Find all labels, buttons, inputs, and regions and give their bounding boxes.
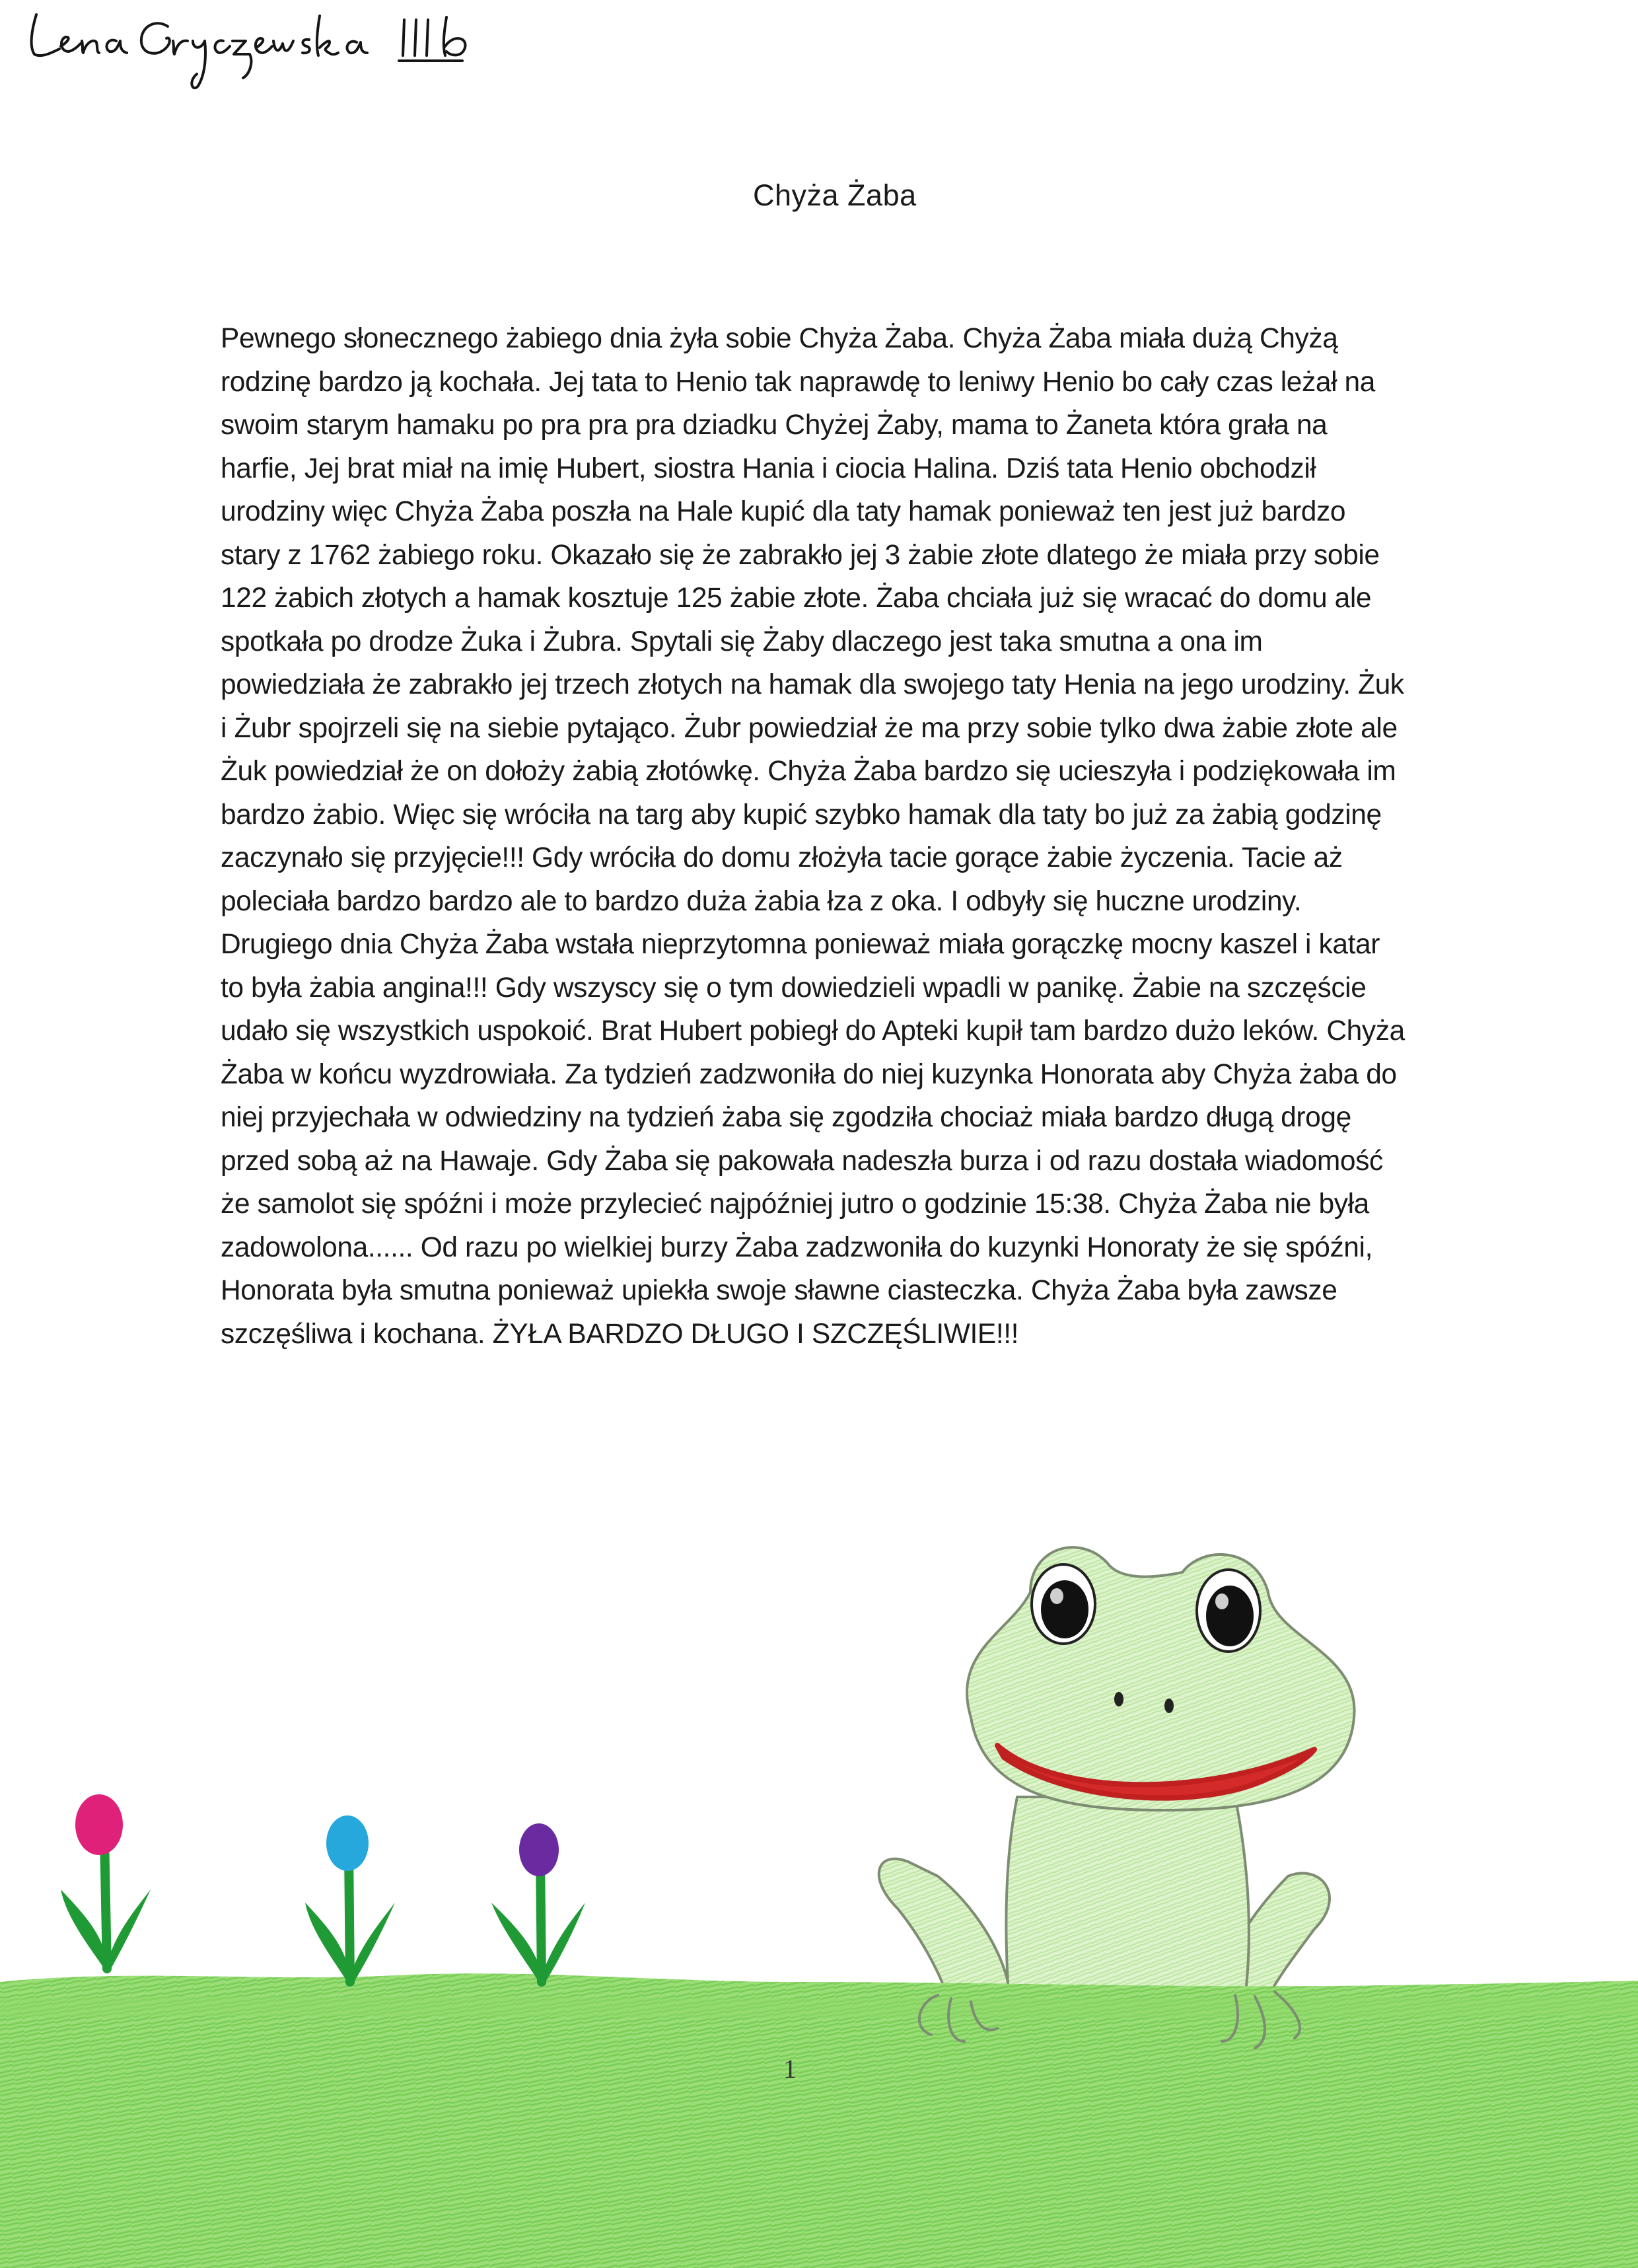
frog-right-pupil — [1206, 1586, 1254, 1646]
signature-scribble — [0, 0, 542, 106]
tulip-blue — [305, 1815, 395, 1982]
story-paragraph: Pewnego słonecznego żabiego dnia żyła sobie Chyża Żaba. Chyża Żaba miała dużą Chyżą rodzinę bardzo ją kochała. Jej tata to Henio tak naprawdę to leniwy Henio bo cały czas leżał na swoim starym hamaku po pra pra pra dziadku Chyżej Żaby, mama to Żaneta która grała na harfie, Jej brat miał na imię Hubert, siostra Hania i ciocia Halina. Dziś tata Henio obchodził urodziny więc Chyża Żaba poszła na Hale kupić dla taty hamak ponieważ ten jest już bardzo stary z 1762 żabiego roku. Okazało się że zabrakło jej 3 żabie złote dlatego że miała przy sobie 122 żabich złotych a hamak kosztuje 125 żabie złote. Żaba chciała już się wracać do domu ale spotkała po drodze Żuka i Żubra. Spytali się Żaby dlaczego jest taka smutna a ona im powiedziała że zabrakło jej trzech złotych na hamak dla swojego taty Henia na jego urodziny. Żuk i Żubr spojrzeli się na siebie pytająco. Żubr powiedział że ma przy sobie tylko dwa żabie złote ale Żuk powiedział że on dołoży żabią złotówkę. Chyża Żaba bardzo się ucieszyła i podziękowała im bardzo żabio. Więc się wróciła na targ aby kupić szybko hamak dla taty bo już za żabią godzinę zaczynało się przyjęcie!!! Gdy wróciła do domu złożyła tacie gorące żabie życzenia. Tacie aż poleciała bardzo bardzo ale to bardzo duża żabia łza z oka. I odbyły się huczne urodziny. Drugiego dnia Chyża Żaba wstała nieprzytomna ponieważ miała gorączkę mocny kaszel i katar to była żabia angina!!! Gdy wszyscy się o tym dowiedzieli wpadli w panikę. Żabie na szczęście udało się wszystkich uspokoić. Brat Hubert pobiegł do Apteki kupił tam bardzo dużo leków. Chyża Żaba w końcu wyzdrowiała. Za tydzień zadzwoniła do niej kuzynka Honorata aby Chyża żaba do niej przyjechała w odwiedziny na tydzień żaba się zgodziła chociaż miała bardzo długą drogę przed sobą aż na Hawaje. Gdy Żaba się pakowała nadeszła burza i od razu dostała wiadomość że samolot się spóźni i może przylecieć najpóźniej jutro o godzinie 15:38. Chyża Żaba nie była zadowolona...... Od razu po wielkiej burzy Żaba zadzwoniła do kuzynki Honoraty że się spóźni, Honorata była smutna ponieważ upiekła swoje sławne ciasteczka. Chyża Żaba była zawsze szczęśliwa i kochana. ŻYŁA BARDZO DŁUGO I SZCZĘŚLIWIE!!! — [221, 323, 1405, 1350]
handwritten-signature — [0, 0, 542, 106]
story-body — [221, 317, 1409, 1356]
tulip-pink — [61, 1794, 151, 1969]
frog — [879, 1547, 1355, 2022]
frog-left-pupil — [1041, 1580, 1088, 1638]
page-number: 1 — [783, 2054, 797, 2084]
frog-meadow-drawing — [0, 1519, 1638, 2268]
frog-nostril-right — [1164, 1699, 1174, 1713]
frog-nostril-left — [1114, 1692, 1123, 1706]
tulip-purple — [491, 1823, 585, 1982]
page-title: Chyża Żaba — [753, 178, 917, 212]
